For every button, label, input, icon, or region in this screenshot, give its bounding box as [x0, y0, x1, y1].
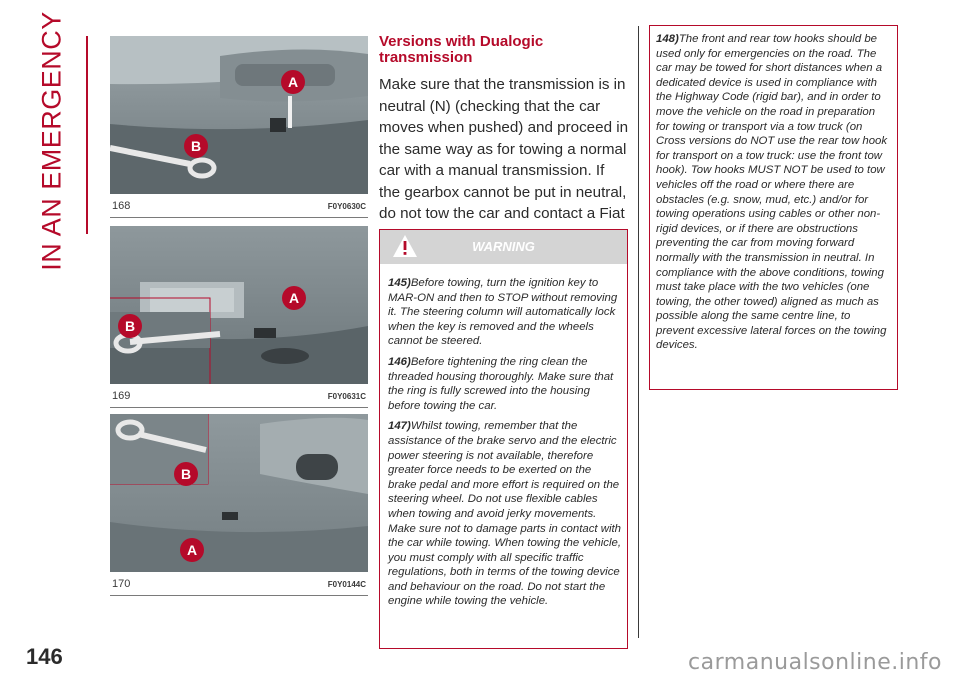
warning-item — [388, 276, 621, 349]
warning-item-text: Before tightening the ring clean the threaded housing thoroughly. Make sure that the ring is fully screwed into the housing before towing the car. — [388, 355, 614, 412]
warning-box-continued — [649, 25, 898, 390]
section-heading: Versions with Dualogic transmission — [379, 33, 544, 66]
svg-text:B: B — [124, 318, 136, 334]
warning-box — [379, 229, 628, 649]
warning-header — [380, 230, 627, 264]
figure-code: F0Y0630C — [327, 202, 366, 211]
page-number: 146 — [26, 644, 63, 669]
warning-item-text: The front and rear tow hooks should be used only for emergencies on the road. The car may be towed for short distances when a dedicated device is used in compliance with the Highway Code (rigid bar), and in order to move the vehicle on the road in preparation for towing or transport via a tow truck (on Cross versions do NOT use the rear tow hook for transport on a tow truck: use the front tow hook). Tow hooks MUST NOT be used to tow vehicles off the road or where there are obstacles (e.g. snow, mud, etc.) and/or for towing operations using cables or other non-rigid devices, or if there are obstructions preventing the car from moving forward normally with the transmission in neutral. In compliance with the above conditions, towing must take place with the two vehicles (one towing, the other towed) aligned as much as possible along the same centre line, to prevent excessive lateral forces on the towing devices. — [656, 33, 888, 352]
svg-text:A: A — [287, 74, 299, 90]
warning-item — [388, 419, 621, 609]
watermark: carmanualsonline.info — [688, 650, 942, 675]
figure-168 — [110, 36, 368, 218]
warning-body — [380, 264, 627, 609]
figure-169-caption — [110, 388, 368, 408]
dualogic-section — [379, 34, 629, 246]
warning-item-number: 147) — [388, 420, 411, 433]
svg-text:B: B — [180, 466, 192, 482]
warning-item-number: 148) — [656, 33, 679, 45]
section-title — [22, 11, 82, 271]
warning-item — [388, 355, 621, 413]
figure-170-photo — [110, 414, 368, 572]
warning-item-number: 145) — [388, 277, 411, 289]
section-title-text: IN AN EMERGENCY — [36, 11, 67, 271]
figure-number: 168 — [112, 200, 131, 212]
figure-code: F0Y0631C — [327, 392, 366, 401]
figure-170 — [110, 414, 368, 596]
figure-code: F0Y0144C — [327, 580, 366, 589]
svg-text:A: A — [288, 290, 300, 306]
svg-text:B: B — [190, 138, 202, 154]
warning-item-text: Whilst towing, remember that the assistance of the brake servo and the electric power steering is not available, therefore greater force needs to be exerted on the brake pedal and more effort is required on the steering wheel. Do not use flexible cables when towing and avoid jerky movements. Make sure not to damage parts in contact with the car while towing. When towing the vehicle, you must comply with all specific traffic regulations, both in terms of the towing device and behaviour on the road. Do not start the engine while towing the vehicle. — [388, 420, 621, 608]
warning-item-number: 146) — [388, 355, 411, 368]
svg-text:A: A — [186, 542, 198, 558]
section-rule — [86, 36, 88, 234]
figure-170-caption — [110, 576, 368, 596]
figure-169 — [110, 226, 368, 408]
section-body: Make sure that the transmission is in neutral (N) (checking that the car moves when pushed) and proceed in the same way as for towing a normal car with a manual transmission. If the gearbox cannot be put in neutral, do not tow the car and contact a Fiat — [379, 76, 629, 222]
warning-item — [656, 32, 891, 353]
warning-label: WARNING — [472, 239, 535, 254]
figure-169-photo — [110, 226, 368, 384]
warning-item-text: Before towing, turn the ignition key to MAR-ON and then to STOP without removing it. The steering column will automatically lock when the key is removed and the wheels cannot be steered. — [388, 277, 618, 348]
figure-number: 170 — [112, 578, 131, 590]
figure-168-caption — [110, 198, 368, 218]
column-divider — [638, 26, 639, 638]
figure-number: 169 — [112, 390, 131, 402]
figure-168-photo — [110, 36, 368, 194]
